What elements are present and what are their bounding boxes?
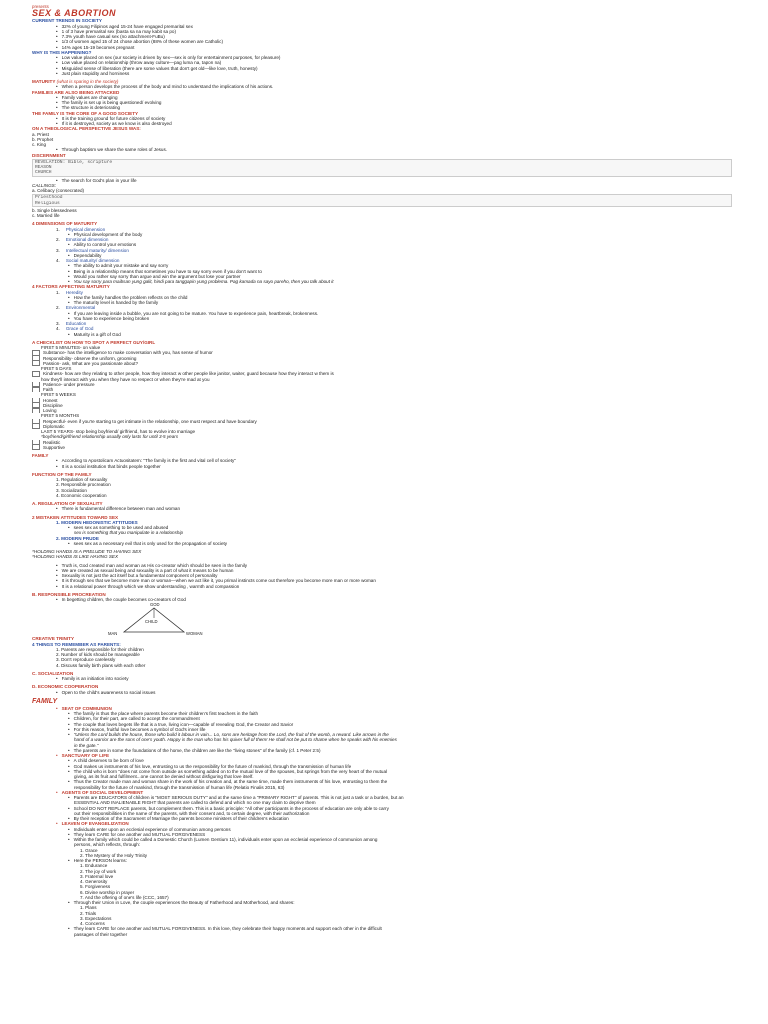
checklist-item [32,445,732,450]
list-item: • Sexuality is not just the act itself but a fundamental component of personality [32,573,732,578]
list-item: 3. Don't reproduce carelessly [56,657,116,663]
item-text: Intellectual maturity/ dimension [65,247,129,253]
list-item: • For this reason, fruitful love becomes a symbol of God's inner life [32,727,732,732]
item-text: Social maturity/ dimension [65,258,120,263]
checklist-text: FIRST 5 MONTHS [41,413,80,419]
section-regulation: A. REGULATION OF SEXUALITY [32,501,103,506]
list-item: • 7.3% youth have casual sex (no attachment-FuBu) [32,34,732,39]
section-things: 4 THINGS TO REMEMBER AS PARENTS: [32,641,121,647]
checklist-text: Responsibility- observe the uniform, grooming [43,355,137,361]
list-item: Religious [35,200,60,206]
list-item: • According to Apostolicam Actuositatem: "The family is the first and vital cell of society" [32,458,732,463]
list-item: • In begetting children, the couple becomes co-creators of God [32,597,732,602]
sub-heading: • SANCTUARY OF LIFE [32,753,732,758]
checklist-text: how they'll interact with you when they have no respect or when they're mad at you [41,376,210,382]
item-number: 3. [56,247,60,253]
list-item: • The couple that loves begets life that is a true, living icon—capable of revealing God, the Creator and Savior [32,722,732,727]
list-item: • It is through sex that we become more man or woman—when we act like it, you primal instincts come out therefore you become more man or more woman [32,578,732,583]
list-item: Priesthood [35,195,63,201]
section-factors: 4 FACTORS AFFECTING MATURITY [32,284,110,290]
list-item [32,332,732,337]
list-item: • Here the PERSON learns: [32,858,732,863]
list-item: 7. And the offering of one's life (CCC, 1657) [80,894,169,900]
item-text: Being in a relationship means that sometimes you have to say sorry even if you don't want to [73,268,262,274]
item-text: You have to experience being broken [73,315,150,321]
checklist-text: Honest [43,397,58,403]
checklist-text: Passion- ask, What are you passionate about? [43,360,138,366]
item-number: 1. [56,289,60,295]
item-number: 2. [56,305,60,311]
section-checklist: A CHECKLIST ON HOW TO SPOT A PERFECT GUY/GIRL [32,339,156,345]
list-item: 2. The joy of work [80,868,117,874]
list-item: • Misguided sense of liberation (there are some values that don't get old—like love, truth, honesty) [32,66,732,71]
list-item: out their responsibilities in the name of the parents, with their consent and, to certain degree, with their authorization [74,810,310,816]
triangle-diagram [102,602,242,636]
list-item: • Open to the child's awareness to social issues [32,690,732,695]
list-item: giving, as its fruit and fulfilment...one cannot be denied without disfiguring that love itself. [74,774,254,779]
list-item: hand of a warrior are the sons of one's youth. Happy is the man who has his quiver full of them! He shall not be put to shame when he speaks with his enemies [74,737,397,743]
section-mistaken: 2 MISTAKEN ATTITUDES TOWARD SEX [32,514,119,520]
diagram-child: CHILD [145,619,158,625]
list-item: • Children, for their part, are called to accept the commandment [32,716,732,721]
diagram-man: MAN [108,631,118,637]
list-item: 1. Regulation of sexuality [56,477,108,482]
creative-trinity: CREATIVE TRINITY [32,636,75,642]
list-item: c. Married life [32,213,60,218]
list-item: 2. Number of kids should be manageable [56,652,140,657]
list-item: 2. Trials [80,910,97,916]
list-item: • The parents are in some the foundations of the home, the children are like the "living stones" of the family (cf. 1 Peter 2:5) [32,748,732,753]
list-item: • Thus the Creator made man and woman share in the work of his creation and, at the same time, made them instruments of his love, entrusting to them the [32,779,732,784]
list-item: passages of their together [74,931,128,937]
checklist-text: FIRST 5 MINUTES- on value [41,345,101,350]
list-item: • God makes us instruments of his love, entrusting to us the responsibility for the future of mankind, through the transmission of human life [32,764,732,769]
list-item: • The family is thus the place where parents become their children's first teachers in the faith [32,711,732,716]
checkbox[interactable] [32,445,40,450]
list-item: • The family is set up is being questioned/ evolving [32,100,732,105]
item-text: Environmental [65,305,96,311]
list-item: 2. Responsible procreation [56,482,111,488]
item-number: 3. [56,321,60,326]
sub-heading: 2. MODERN PRUDE [56,535,99,541]
list-item: a. Priest [32,131,49,137]
item-text: You say sorry para maibsan yung galit, hindi para tanggapin yung problema. Pag kamada na sayo pareho, then you talk about it [73,279,334,284]
list-item: • Low value placed on sex (our society is driven by sex—sex is only for entertainment purposes, for pleasure) [32,55,732,60]
list-item: in the gate." [74,742,99,748]
checklist-text: Respectful- even if you're starting to get intimate in the relationship, one must respect and have boundary [43,418,257,424]
list-item: • 14% ages 15-19 becomes pregnant [32,45,732,50]
list-item: • There is fundamental difference between man and woman [32,506,732,511]
sub-heading: • SEAT OF COMMUNION [32,706,732,711]
procreation-diagram [102,602,732,636]
checkbox[interactable] [32,408,40,413]
list-item: 1. Endurance [80,863,108,869]
list-item: 6. Divine worship in prayer [80,889,135,895]
list-item: a. Celibacy (consecrated) [32,188,85,193]
list-item: • They learn CARE for one another and MUTUAL FORGIVENESS [32,832,732,837]
list-item: • By their reception of the Sacrament of Marriage the parents become ministers of their children's education [32,816,732,821]
list-item: 3. Fraternal love [80,873,114,879]
section-function: FUNCTION OF THE FAMILY [32,471,92,477]
sub-heading: 1. MODERN HEDONISTIC ATTITUDES [56,519,138,525]
list-item: • Truth is, God created man and woman as His co-creator which should be seen in the family [32,563,732,568]
list-item: REASON [35,165,52,170]
section-socialization: C. SOCIALIZATION [32,670,74,676]
list-item: • Family values are changing [32,95,732,100]
list-item: • We are created as sexual being and sexuality is a part of what it means to be human [32,568,732,573]
section-family: FAMILY [32,453,49,458]
list-item: CHURCH [35,170,52,176]
list-item: • When a person develops the process of the body and mind to understand the implications of his actions. [32,84,732,89]
item-text: Physical dimension [65,226,106,232]
checklist-text: Discipline [43,402,63,408]
checklist-text: Patience- under pressure [43,381,95,387]
item-text: Education [65,321,87,326]
checklist-text: *boyfriend/girlfriend relationship usually only lasts for until 3-5 years [41,434,179,440]
list-item: • Family is an initiation into society [32,676,732,681]
list-item: 4. Discuss family birth plans with each other [56,662,146,668]
list-item: b. Single blessedness [32,207,77,213]
item-text: Ability to control your emotions [73,242,137,248]
list-item: responsibility for the future of mankind, through the transmission of human life (Relatio Finalis 2015, 63) [74,784,285,790]
item-text: Heredity [65,289,83,295]
checklist-text: LAST 5 YEARS- stop being boyfriend/ girlfriend, has to evolve into marriage [41,429,196,434]
list-item: • sees sex as a necessary evil that is only used for the propagation of society [32,541,732,546]
list-item: 3. Socialization [56,487,87,493]
checklist-text: FIRST 5 DAYS [41,366,72,371]
list-item: 4. Concerns [80,921,105,926]
note-line: *HOLDING HANDS IS A PRELUDE TO HAVING SEX [32,549,142,554]
section-current-trends: CURRENT TRENDS IN SOCIETY [32,18,102,24]
checklist-text: Diplomatic [43,423,65,429]
top-note: presents [32,4,49,9]
list-item: • Through baptism we share the same roles of Jesus. [32,147,732,152]
list-item: • Parents are EDUCATORS of children is "MOST SERIOUS DUTY" and at the same time a "PRIMARY RIGHT" of parents. This is not just a task or a burden, but an [32,795,732,800]
item-text: If you are leaving inside a bubble, you are not going to be mature. You have to experience pain, heartbreak, brokenness. [73,310,319,316]
section-theological: ON A THEOLOGICAL PERSPECTIVE JESUS WAS: [32,126,141,132]
diagram-god: GOD [150,602,160,608]
list-item: • The child who is born "does not come from outside as something added on to the mutual love of the spouses, but springs from the very heart of the mutual [32,769,732,774]
list-item: 1. Plans [80,905,97,911]
list-item: • 32% of young Filipinos aged 15-24 have engaged premarital sex [32,24,732,29]
list-item: c. King [32,142,47,147]
item-text: The maturity level is handed by the family [73,300,159,305]
item-text: How the family handles the problem reflects on the child [73,294,188,300]
item-number: 4. [56,258,60,263]
checkbox[interactable] [32,424,40,429]
list-item: 1. Parents are responsible for their children [56,646,144,652]
section-families: FAMILIES ARE ALSO BEING ATTACKED [32,89,120,95]
item-number: 2. [56,237,60,242]
list-item: • It is a social institution that binds people together [32,464,732,469]
list-item: • The search for God's plan in your life [32,178,732,183]
diagram-woman: WOMAN [186,631,203,637]
checklist-text: Supportive [43,444,65,450]
checklist-text: Realistic [43,439,61,445]
list-item: 4. Economic cooperation [56,492,107,498]
list-item: • The structure is deteriorating [32,105,732,110]
section-dimensions: 4 DIMENSIONS OF MATURITY [32,221,98,227]
section-economic: D. ECONOMIC COOPERATION [32,684,99,690]
list-item: • A child deserves to be born of love [32,758,732,763]
item-text: Grace of God [65,326,94,332]
discernment-box [32,159,732,177]
item-text: Maturity is a gift of God [73,331,121,337]
list-item: 5. Forgiveness [80,884,111,890]
list-item: • Low value placed on relationship (throw away culture—pag luma na, tapon na) [32,60,732,65]
list-item: • It is a relational power through which we show understanding , warmth and compassion [32,584,732,589]
callings-label: CALLINGS: [32,182,56,188]
list-item: • sees sex as something to be used and abused [32,525,732,530]
maturity-label: MATURITY [32,79,56,84]
section-procreation: B. RESPONSIBLE PROCREATION [32,591,106,597]
checkbox[interactable] [32,371,40,376]
callings-box [32,194,732,207]
list-item: ESSENTIAL AND INALIENABLE RIGHT that parents are called to defend and which no one may claim to deprive them [74,800,316,806]
list-item: • 1 of 3 have premarital sex (basta sa na may kabit sa po) [32,29,732,34]
list-item: 3. Expectations [80,915,112,921]
sub-heading: • AGENTS OF SOCIAL DEVELOPMENT [32,790,732,795]
list-item: • "Unless the Lord builds the house, those who build it labour in vain... Lo, sons are heritage from the Lord, the fruit of the womb, a reward. Like arrows in the [32,732,732,737]
list-item: persons, which reflects, through: [74,842,141,848]
maturity-note: (what is sparing in the society) [56,79,119,84]
list-item: • School DO NOT REPLACE parents, but complement them. This is a basic principle: "All other participants in the process of education are only able to carry [32,806,732,811]
list-item: sex is something that you manipulate in a relationship [74,530,184,536]
list-item: 2. The Mystery of the Holy Trinity [80,852,148,858]
list-item: • It is the training ground for future citizens of society [32,116,732,121]
document-page [32,4,732,937]
checklist-text: Substance- has the intelligence to make conversation with you, has sense of humor [43,350,213,356]
list-item: • If it is destroyed, society as we know is also destroyed [32,121,732,126]
list-item: • Just plain stupidity and horniness [32,71,732,76]
item-number: 1. [56,226,60,232]
section-core: THE FAMILY IS THE CORE OF A GOOD SOCIETY [32,110,139,116]
note-line: *HOLDING HANDS IS LIKE HAVING SEX [32,554,119,560]
checkbox[interactable] [32,387,40,392]
list-item: 1. Grace [80,847,98,853]
sub-heading: • LEAVEN OF EVANGELIZATION [32,821,732,826]
checklist-text: Loving [43,408,57,413]
list-item: 4. Generosity [80,879,108,884]
checklist-text: Faith [43,387,54,392]
item-number: 4. [56,326,60,332]
section-why: WHY IS THIS HAPPENING? [32,49,92,55]
section-discernment: DISCERNMENT [32,152,66,158]
item-text: Would you rather say sorry than argue and win the argument but lose your partner [73,273,241,279]
list-item: • They learn CARE for one another and MUTUAL FORGIVENESS. In this love, they celebrate their happy moments and support each other in the difficult [32,926,732,931]
list-item: • 1/3 of women aged 15 of 24 chose abortion (88% of these women are Catholic) [32,39,732,44]
item-text: Physical development of the body [73,231,143,237]
page-title: SEX & ABORTION [32,9,117,19]
checklist-text: FIRST 5 WEEKS [41,392,76,398]
item-text: Emotional dimension [65,237,109,242]
family-heading: FAMILY [32,697,58,705]
list-item: b. Prophet [32,136,54,142]
checklist-text: Kindness- how are they relating to other people, how they interact w other people like janitor, waiter, guard because how they interact w them is [43,371,334,377]
item-text: Dependability [73,252,102,258]
list-item: • Individuals enter upon an ecclesial experience of communion among persons [32,827,732,832]
item-text: The ability to admit your mistake and say sorry [73,263,169,269]
list-item: • Within the family which could be called a Domestic Church (Lumen Gentium 11), individuals enter upon an ecclesial experience of communion among [32,837,732,842]
checkbox[interactable] [32,361,40,366]
list-item: REVELATION: Bible, scripture [35,159,113,165]
list-item: • Through their Union in Love, the couple experiences the Beauty of Fatherhood and Motherhood, and shares: [32,900,732,905]
